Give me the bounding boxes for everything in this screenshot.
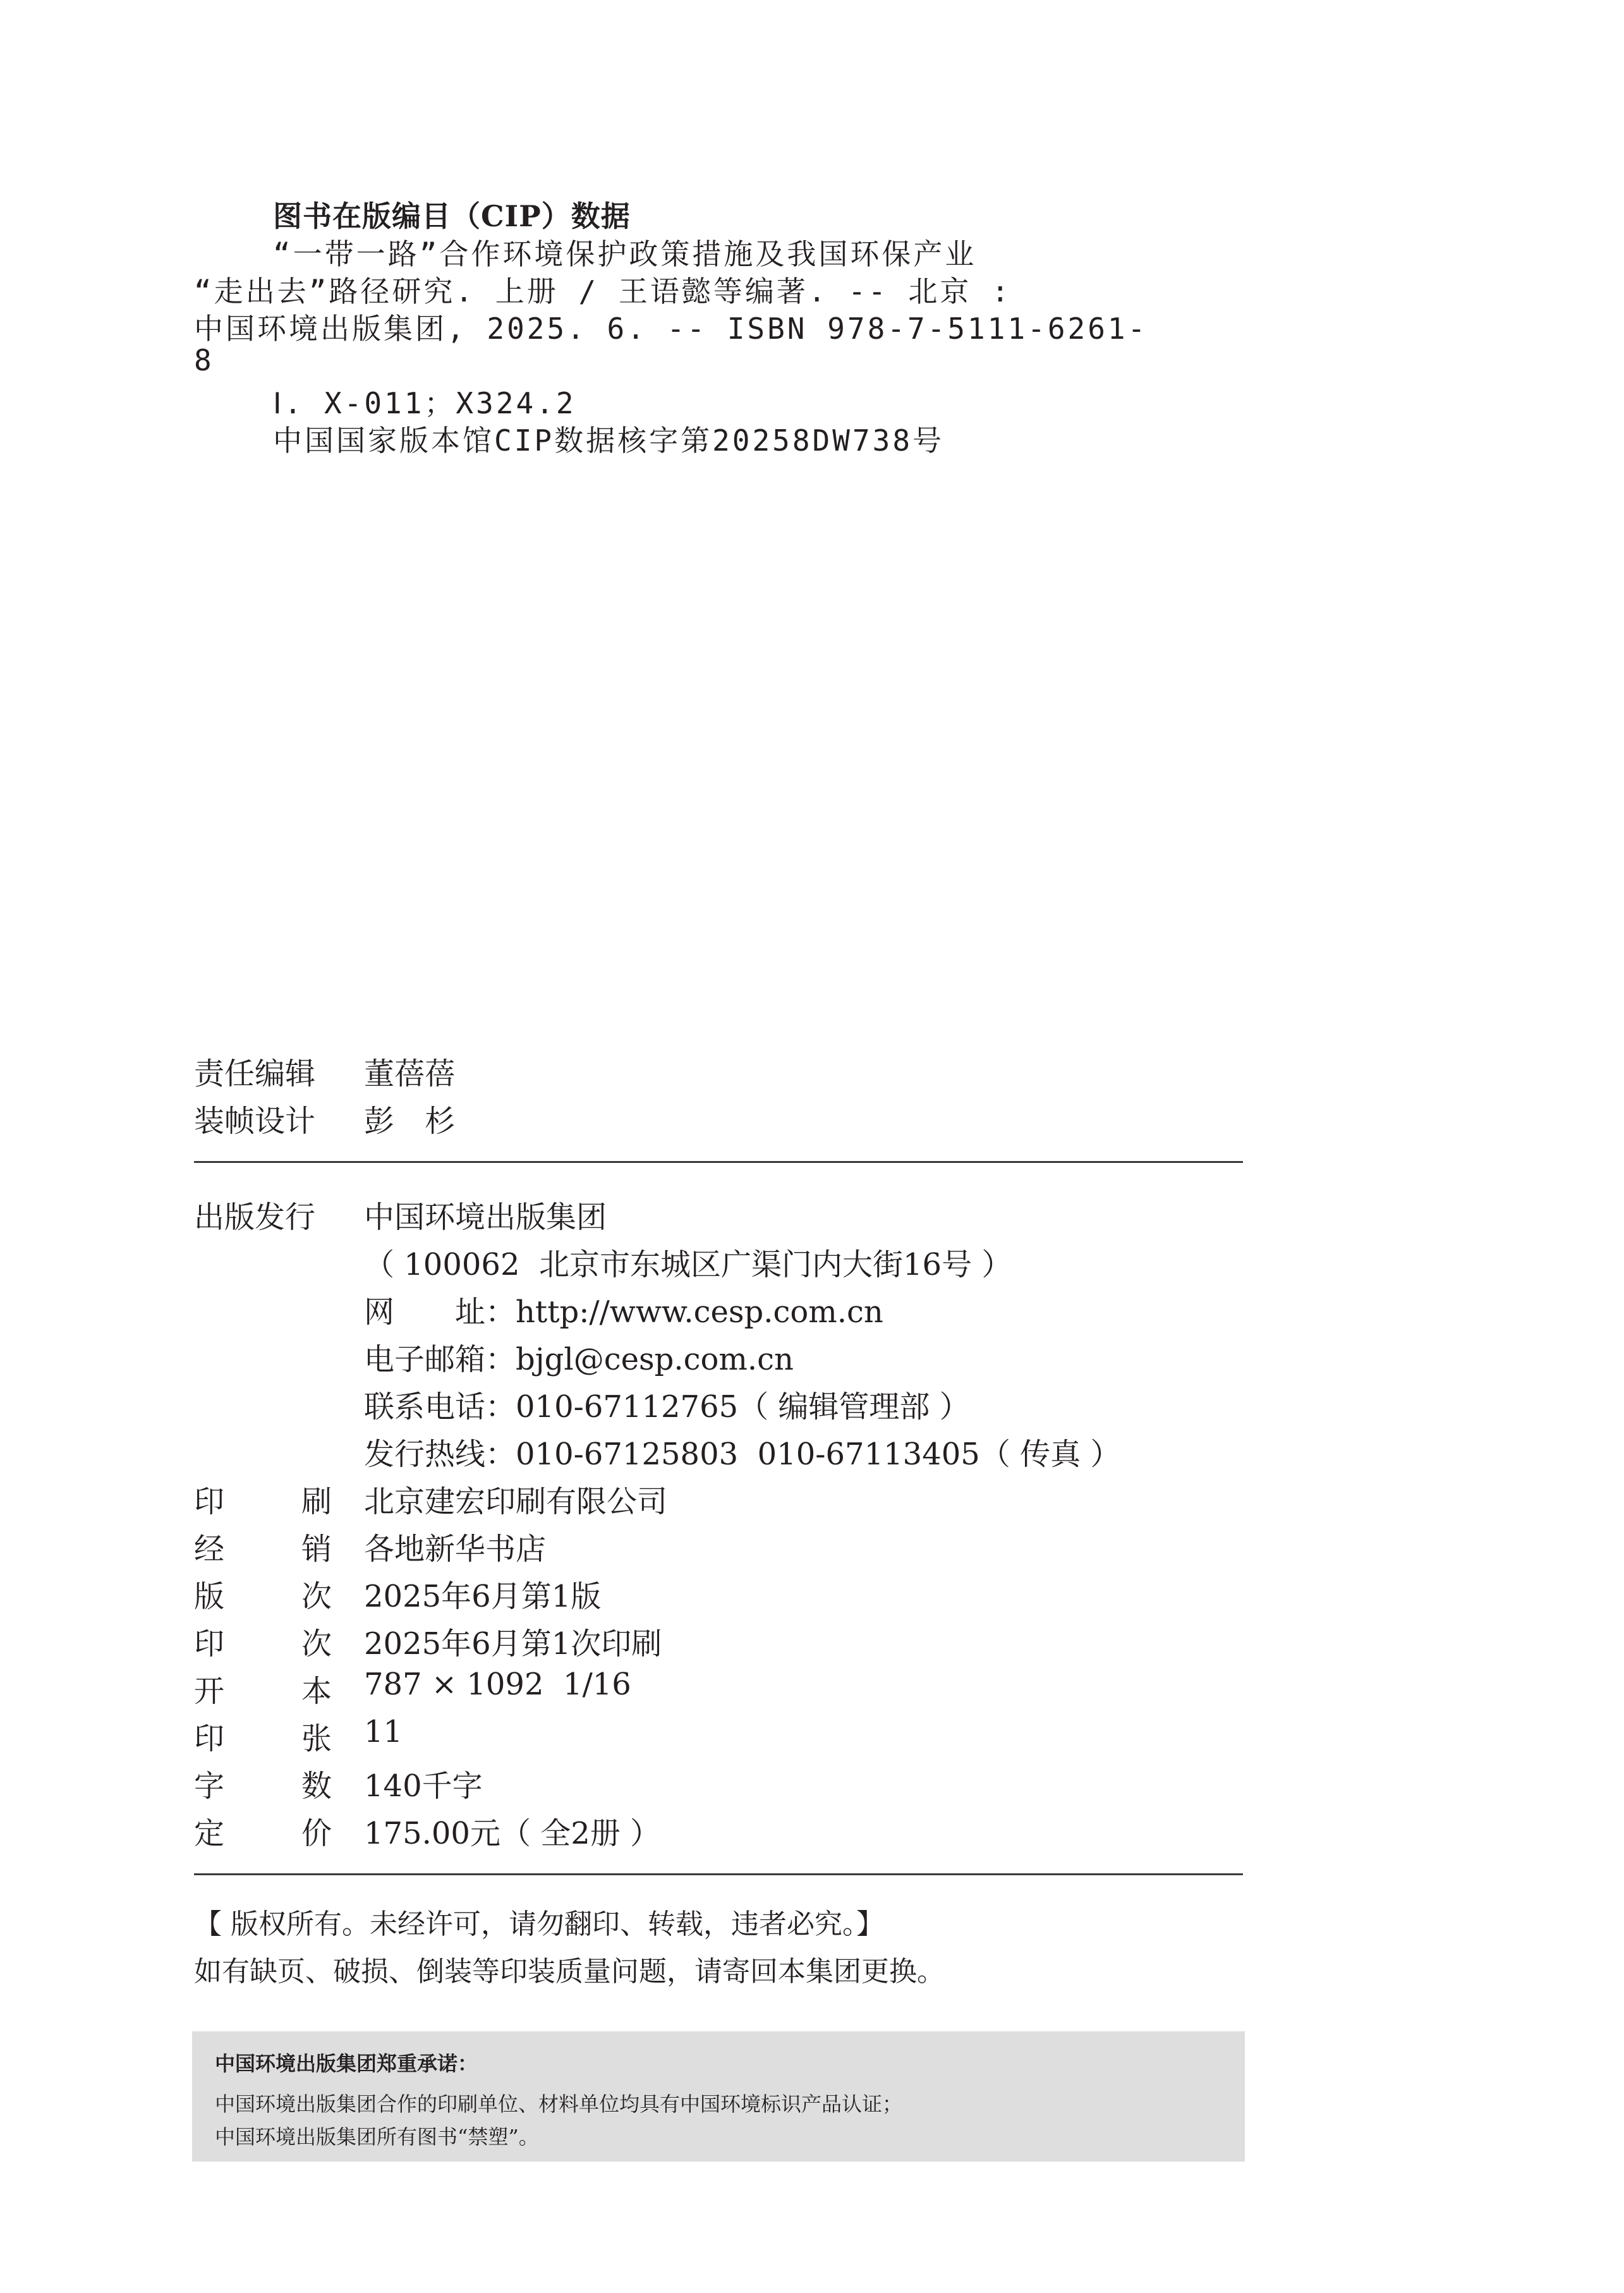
- spec-value-format: 787 × 1092 1/16: [364, 1667, 631, 1702]
- cip-record-number: 中国国家版本馆CIP数据核字第20258DW738号: [273, 423, 945, 458]
- copyright-notice: 【 版权所有。未经许可，请勿翻印、转载，违者必究。】: [194, 1908, 884, 1940]
- cip-title-line-1: “一带一路”合作环境保护政策措施及我国环保产业: [273, 237, 977, 271]
- spec-value-sheets: 11: [364, 1714, 403, 1749]
- phone-label: 联系电话：: [364, 1389, 516, 1425]
- cip-isbn-tail: 8: [194, 343, 214, 377]
- hotline-value: 010-67125803 010-67113405（ 传真 ）: [516, 1437, 1121, 1472]
- spec-value-edition: 2025年6月第1版: [364, 1579, 602, 1614]
- publisher-phone: [364, 1382, 970, 1426]
- divider-bottom: [194, 1873, 1243, 1875]
- spec-value-price: 175.00元（ 全2册 ）: [364, 1816, 661, 1851]
- spec-value-distributor: 各地新华书店: [364, 1531, 547, 1567]
- spec-label-edition: 版 次: [194, 1579, 332, 1614]
- pledge-line-1: 中国环境出版集团合作的印刷单位、材料单位均具有中国环境标识产品认证；: [215, 2092, 903, 2116]
- spec-value-printing: 2025年6月第1次印刷: [364, 1626, 662, 1662]
- publisher-name: 中国环境出版集团: [364, 1200, 607, 1235]
- email-label: 电子邮箱：: [364, 1342, 516, 1377]
- phone-value: 010-67112765（ 编辑管理部 ）: [516, 1389, 970, 1425]
- responsible-editor-label: 责任编辑: [194, 1056, 316, 1092]
- spec-label-printer: 印 刷: [194, 1484, 332, 1519]
- spec-label-price: 定 价: [194, 1816, 332, 1851]
- pledge-title: 中国环境出版集团郑重承诺：: [215, 2052, 478, 2076]
- divider-top: [194, 1161, 1243, 1163]
- pledge-box: [192, 2031, 1245, 2162]
- cip-heading: 图书在版编目（CIP）数据: [273, 199, 631, 233]
- cip-publisher-line: 中国环境出版集团, 2025. 6. -- ISBN 978-7-5111-6261-: [194, 312, 1148, 346]
- publisher-label: 出版发行: [194, 1200, 316, 1235]
- publisher-hotline: [364, 1430, 1120, 1473]
- cip-title-line-2: “走出去”路径研究. 上册 / 王语懿等编著. -- 北京 :: [194, 274, 1012, 308]
- pledge-line-2: 中国环境出版集团所有图书“禁塑”。: [215, 2125, 539, 2149]
- publisher-email: [364, 1335, 794, 1378]
- email-address[interactable]: bjgl@cesp.com.cn: [516, 1342, 794, 1377]
- spec-value-printer: 北京建宏印刷有限公司: [364, 1484, 668, 1519]
- cip-classification: Ⅰ. X-011；X324.2: [273, 386, 576, 420]
- publisher-website: [364, 1287, 883, 1331]
- spec-label-printing: 印 次: [194, 1626, 332, 1662]
- spec-value-word-count: 140千字: [364, 1768, 483, 1804]
- responsible-editor-value: 董蓓蓓: [364, 1056, 456, 1092]
- website-label: 网 址：: [364, 1294, 516, 1330]
- spec-label-distributor: 经 销: [194, 1531, 332, 1567]
- publisher-address: （ 100062 北京市东城区广渠门内大街16号 ）: [364, 1247, 1012, 1282]
- exchange-notice: 如有缺页、破损、倒装等印装质量问题，请寄回本集团更换。: [194, 1955, 945, 1988]
- spec-label-format: 开 本: [194, 1674, 332, 1709]
- website-url[interactable]: http://www.cesp.com.cn: [516, 1294, 883, 1330]
- cover-design-value: 彭 杉: [364, 1104, 456, 1139]
- hotline-label: 发行热线：: [364, 1437, 516, 1472]
- spec-label-sheets: 印 张: [194, 1721, 332, 1756]
- cover-design-label: 装帧设计: [194, 1104, 316, 1139]
- spec-label-word-count: 字 数: [194, 1768, 332, 1804]
